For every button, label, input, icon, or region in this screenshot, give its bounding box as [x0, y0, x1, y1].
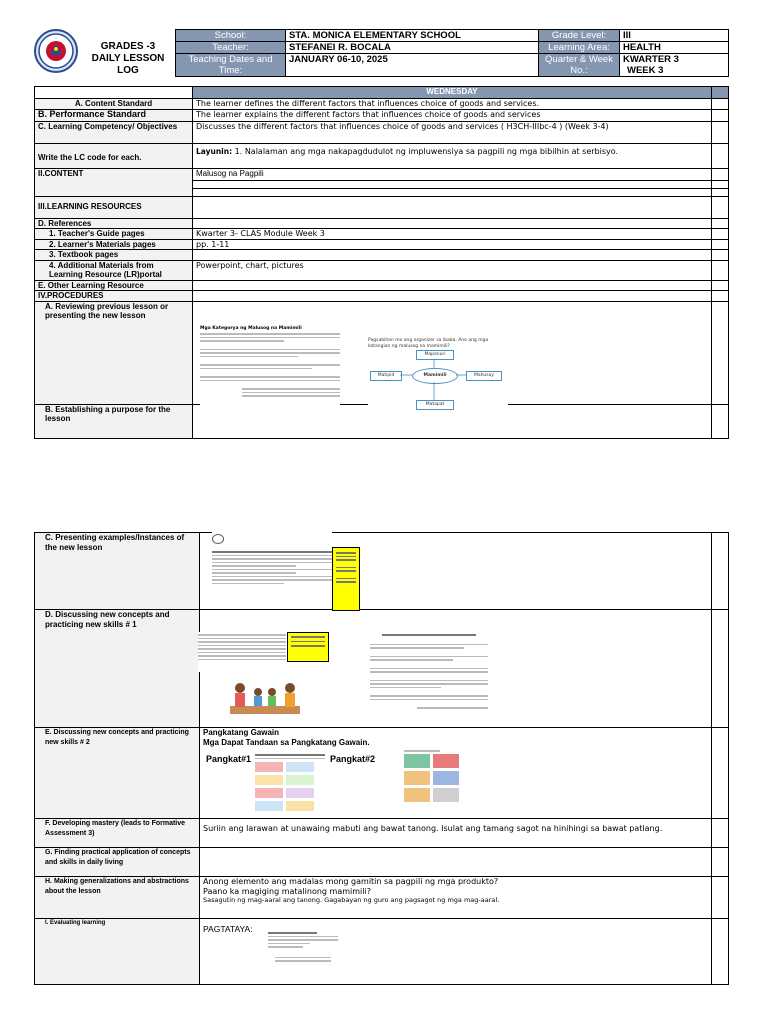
am-value: Powerpoint, chart, pictures: [193, 260, 712, 280]
review-slide-diagram: [368, 338, 508, 416]
assessment-worksheet: [268, 930, 338, 980]
quarter-value: KWARTER 3: [623, 54, 679, 65]
dll-table-page2: [34, 532, 729, 985]
references-label: D. References: [35, 218, 193, 229]
proc-f-label: F. Developing mastery (leads to Formative Assessment 3): [35, 819, 200, 848]
proc-e-label: E. Discussing new concepts and practicing new skills # 2: [35, 728, 200, 819]
review-slide-title: Mga Kategorya ng Malusog na Mamimili: [200, 326, 302, 331]
h-line1: Anong elemento ang madalas mong gamitin sa pagpili ng mga produkto?: [203, 877, 499, 886]
header-table: [175, 29, 729, 77]
h-line2: Paano ka magiging matalinong mamimili?: [203, 886, 371, 896]
procedures-label: IV.PROCEDURES: [35, 291, 193, 302]
proc-h-label: H. Making generalizations and abstractions about the lesson: [35, 877, 200, 919]
icon-circle-icon: [212, 534, 224, 544]
performance-standard-label: B. Performance Standard: [35, 109, 193, 121]
node-left: Matipid: [370, 371, 402, 381]
performance-standard-value: The learner explains the different factors that influences choice of goods and services: [193, 109, 712, 121]
lm-label: 2. Learner's Materials pages: [35, 239, 193, 250]
day-header: WEDNESDAY: [193, 87, 712, 99]
diagram-arrows: [368, 338, 508, 416]
title-line-2: DAILY LESSON: [91, 53, 165, 64]
school-value: STA. MONICA ELEMENTARY SCHOOL: [286, 30, 539, 42]
proc-g-label: G. Finding practical application of concepts and skills in daily living: [35, 848, 200, 877]
other-label: E. Other Learning Resource: [35, 280, 193, 291]
dll-title: [80, 41, 176, 77]
am-label: 4. Additional Materials from Learning Resource (LR)portal: [35, 260, 193, 280]
node-bottom: Matapat: [416, 400, 454, 410]
content-label: II.CONTENT: [35, 168, 193, 180]
group2-worksheet: [404, 748, 464, 818]
d-yellow-note: [287, 632, 329, 662]
c-yellow-note: [332, 547, 360, 611]
lc-code-value: [193, 143, 712, 168]
school-label: School:: [176, 30, 286, 42]
title-line-3: LOG: [117, 65, 139, 76]
proc-f-value: Suriin ang larawan at unawaing mabuti ang bawat tanong. Isulat ang tamang sagot na hinihingi sa bawat patlang.: [200, 819, 712, 848]
diagram-intro: Pagsabihan mo ang organizer sa ibaba. Ano ang mga katangian ng malusog na mamimili?: [368, 338, 489, 349]
d-slide-text: [198, 632, 286, 672]
e-line2: Mga Dapat Tandaan sa Pangkatang Gawain.: [203, 737, 370, 747]
tb-label: 3. Textbook pages: [35, 250, 193, 261]
deped-logo: [34, 29, 78, 73]
family-shopping-icon: [220, 680, 310, 718]
grade-label: Grade Level:: [539, 30, 620, 42]
proc-c-label: C. Presenting examples/Instances of the new lesson: [35, 533, 200, 610]
content-value: Malusog na Pagpili: [193, 168, 712, 180]
proc-a-label: A. Reviewing previous lesson or presenting the new lesson: [35, 301, 193, 404]
qw-value: [620, 54, 729, 77]
tg-label: 1. Teacher's Guide pages: [35, 229, 193, 240]
group1-label: Pangkat#1: [206, 754, 252, 764]
proc-d-label: D. Discussing new concepts and practicing new skills # 1: [35, 610, 200, 728]
i-value: PAGTATAYA:: [203, 924, 253, 934]
competency-label: C. Learning Competency/ Objectives: [35, 121, 193, 143]
teacher-label: Teacher:: [176, 42, 286, 54]
proc-h-content: [200, 877, 712, 919]
teacher-value: STEFANEI R. BOCALA: [286, 42, 539, 54]
week-value: WEEK 3: [627, 65, 664, 76]
tg-value: Kwarter 3- CLAS Module Week 3: [193, 229, 712, 240]
group2-label: Pangkat#2: [330, 754, 376, 764]
seal-icon: [36, 31, 76, 71]
resources-label: III.LEARNING RESOURCES: [35, 196, 193, 218]
lm-value: pp. 1-11: [193, 239, 712, 250]
family-picture: [220, 680, 310, 718]
e-line1: Pangkatang Gawain: [203, 728, 280, 737]
node-top: Mapanuri: [416, 350, 454, 360]
c-slide-text: [212, 531, 332, 589]
title-line-1: GRADES -3: [100, 41, 156, 52]
proc-i-label: I. Evaluating learning: [35, 919, 200, 985]
layunin-label: Layunin:: [196, 146, 233, 156]
dates-value: JANUARY 06-10, 2025: [286, 54, 539, 77]
h-line3: Sasagutin ng mag-aaral ang tanong. Gagabayan ng guro ang pagsagot ng mga mag-aaral.: [203, 896, 500, 904]
area-label: Learning Area:: [539, 42, 620, 54]
qw-label: Quarter & Week No.:: [539, 54, 620, 77]
dates-label: Teaching Dates and Time:: [176, 54, 286, 77]
content-standard-label: A. Content Standard: [35, 99, 193, 110]
competency-value: Discusses the different factors that influences choice of goods and services ( H3CH-IIIbc-4 ) (Week 3-4): [193, 121, 712, 143]
content-standard-value: The learner defines the different factors that influences choice of goods and services.: [193, 99, 712, 110]
node-right: Mahusay: [466, 371, 502, 381]
area-value: HEALTH: [620, 42, 729, 54]
d-slide-right: [370, 632, 488, 714]
grade-value: III: [620, 30, 729, 42]
review-slide-text: [200, 326, 340, 411]
node-center: Mamimili: [412, 368, 458, 384]
group1-worksheet: [255, 752, 325, 818]
layunin-text: 1. Nalalaman ang mga nakapagdudulot ng impluwensiya sa pagpili ng mga bibilhin at serbisyo.: [234, 146, 619, 156]
proc-b-label: B. Establishing a purpose for the lesson: [35, 404, 193, 438]
lc-code-label: Write the LC code for each.: [35, 143, 193, 168]
